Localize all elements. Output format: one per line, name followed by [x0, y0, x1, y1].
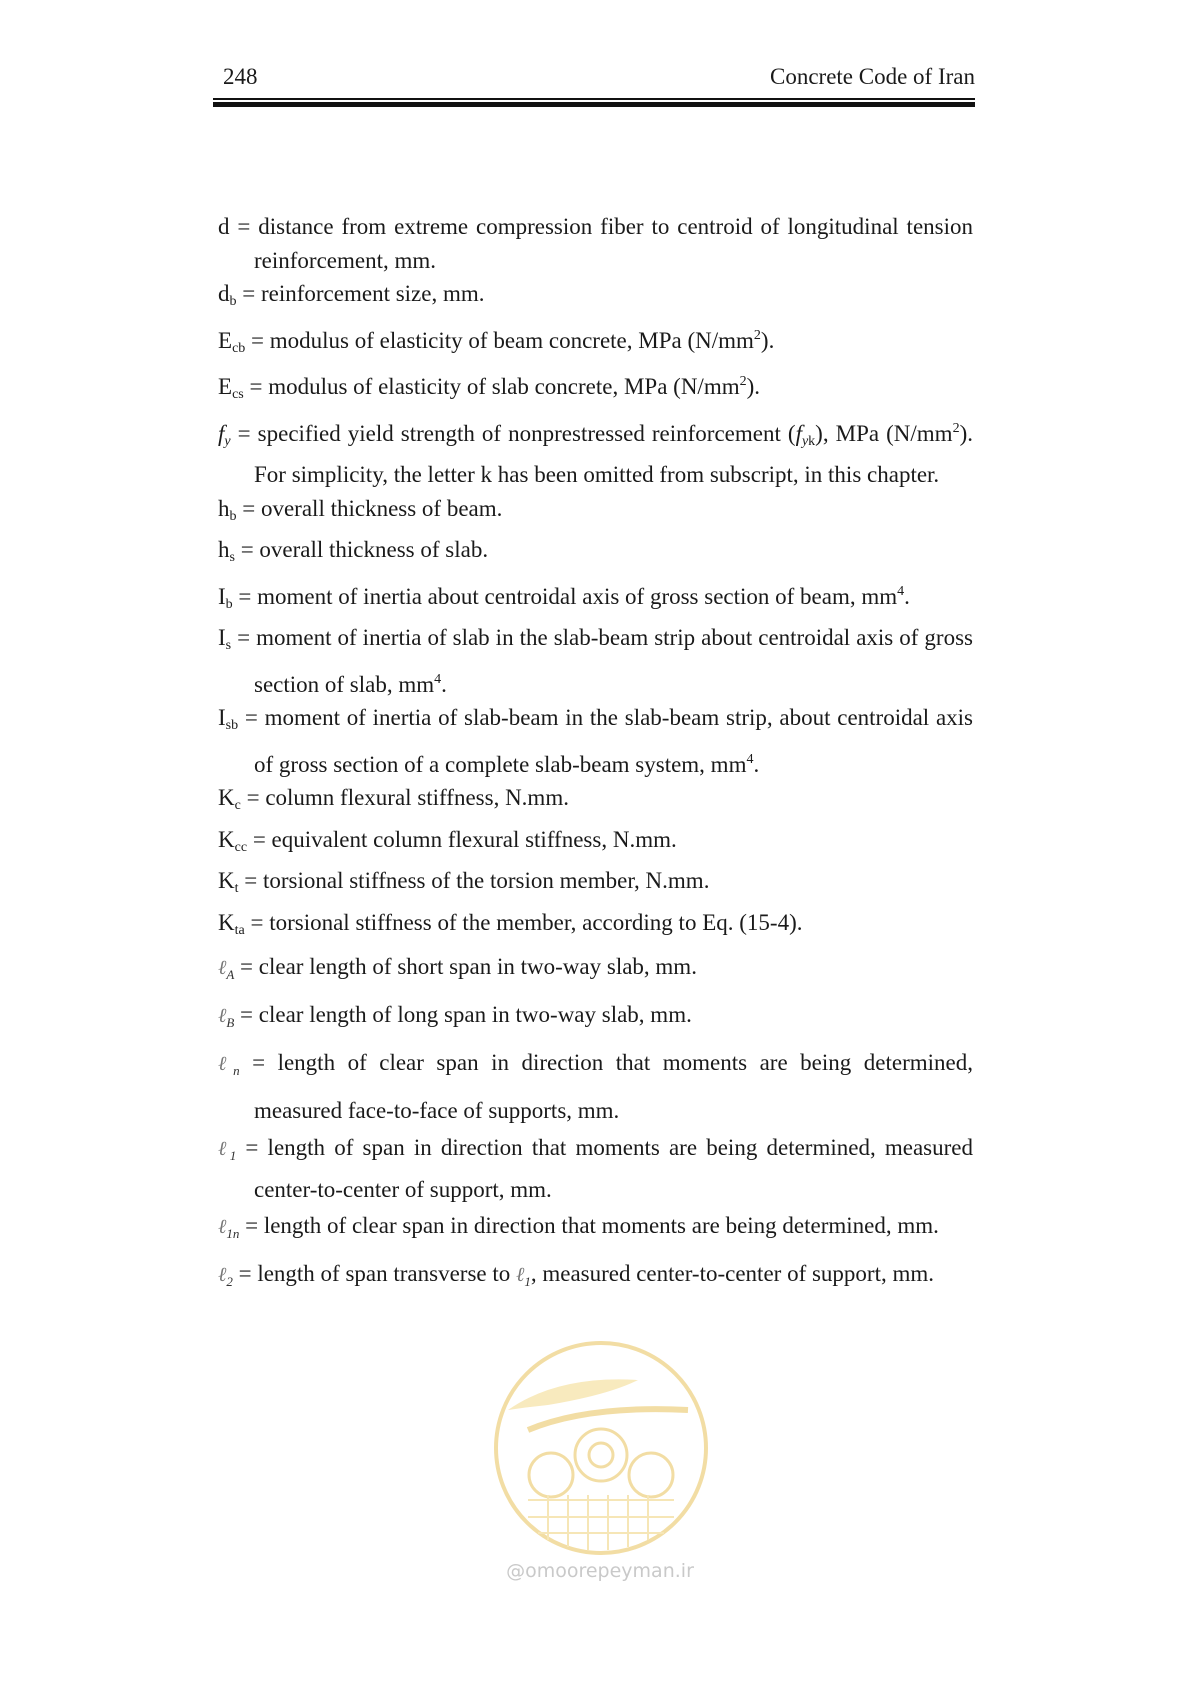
- subscript: 1n: [226, 1226, 240, 1241]
- ell-symbol: ℓ: [218, 1214, 227, 1238]
- definition-l2: [218, 1254, 973, 1302]
- subscript: cb: [232, 340, 246, 356]
- definition-tail: ). For simplicity, the letter k has been omitted from subscript, in this chapter.: [254, 420, 973, 487]
- symbol: I: [218, 705, 226, 730]
- inner-symbol: f: [795, 420, 802, 446]
- superscript: 4: [746, 751, 754, 767]
- definition-ln: [218, 1043, 973, 1131]
- ell-symbol: ℓ: [218, 1051, 234, 1075]
- inner-subscript-italic: y: [801, 433, 809, 449]
- subscript: A: [226, 967, 235, 982]
- definition-text: = moment of inertia of slab in the slab-beam strip about centroidal axis of gross section of slab, mm: [231, 625, 973, 697]
- symbol: h: [218, 495, 230, 521]
- definition-d: [218, 210, 973, 277]
- definition-is: [218, 621, 973, 701]
- definition-tail: ).: [746, 374, 761, 399]
- definition-text: = overall thickness of slab.: [234, 537, 489, 562]
- definition-ecb: [218, 319, 973, 366]
- definition-text: = length of span transverse to: [232, 1261, 516, 1286]
- subscript: 2: [226, 1274, 233, 1289]
- definition-l1: [218, 1131, 973, 1206]
- page-header: [213, 64, 975, 104]
- subscript: s: [225, 638, 232, 653]
- superscript: 2: [753, 327, 761, 343]
- definition-ib: [218, 575, 973, 622]
- definition-db: [218, 277, 973, 319]
- definition-fy: [218, 412, 973, 492]
- watermark-url: @omoorepeyman.ir: [506, 1560, 694, 1582]
- definition-text: = length of span in direction that moments are being determined, measured center-to-center of support, mm.: [236, 1135, 973, 1202]
- ell-symbol: ℓ: [218, 955, 227, 979]
- page-number: 248: [223, 64, 258, 89]
- header-rule-thin: [213, 98, 975, 100]
- subscript: t: [234, 881, 239, 896]
- definition-l1n: [218, 1206, 973, 1254]
- header-rule-thick: [213, 102, 975, 107]
- subscript: sb: [225, 718, 239, 733]
- symbol: K: [218, 785, 235, 810]
- subscript: b: [229, 294, 237, 309]
- definition-text: = clear length of short span in two-way slab, mm.: [234, 954, 697, 979]
- notation-list: [218, 210, 973, 1302]
- symbol: I: [218, 625, 226, 650]
- symbol: f: [218, 420, 225, 446]
- subscript: b: [229, 508, 237, 524]
- definition-text: = reinforcement size, mm.: [236, 281, 485, 306]
- definition-text-2: , measured center-to-center of support, mm.: [530, 1261, 935, 1286]
- definition-text: = moment of inertia about centroidal axis of gross section of beam, mm: [232, 583, 898, 609]
- ell-symbol: ℓ: [218, 1003, 227, 1027]
- symbol: E: [218, 327, 233, 353]
- symbol: K: [218, 909, 235, 935]
- definition-text: = equivalent column flexural stiffness, N.mm.: [247, 826, 677, 852]
- definition-text-2: ), MPa (N/mm: [815, 420, 953, 446]
- definition-text: = length of clear span in direction that moments are being determined, measured face-to-face of supports, mm.: [239, 1050, 973, 1123]
- definition-text: = moment of inertia of slab-beam in the slab-beam strip, about centroidal axis of gross section of a complete slab-beam system, mm: [238, 705, 973, 777]
- symbol: d: [218, 214, 230, 239]
- running-title: Concrete Code of Iran: [769, 64, 975, 89]
- symbol: h: [218, 537, 230, 562]
- watermark-logo: [488, 1335, 714, 1561]
- symbol: K: [218, 826, 235, 852]
- superscript: 2: [739, 374, 747, 389]
- superscript: 4: [897, 583, 905, 599]
- definition-text: = specified yield strength of nonprestressed reinforcement (: [230, 420, 796, 446]
- definition-text: = torsional stiffness of the member, according to Eq. (15-4).: [244, 909, 803, 935]
- definition-tail: .: [904, 583, 910, 609]
- symbol: I: [218, 583, 226, 609]
- definition-tail: .: [441, 671, 447, 697]
- subscript: b: [225, 596, 233, 612]
- definition-kt: [218, 864, 973, 906]
- inner-ell-symbol: ℓ: [516, 1262, 525, 1286]
- definition-isb: [218, 701, 973, 781]
- definition-text: = modulus of elasticity of slab concrete, MPa (N/mm: [243, 374, 740, 399]
- inner-subscript: 1: [524, 1274, 531, 1289]
- definition-text: = distance from extreme compression fiber to centroid of longitudinal tension reinforcement, mm.: [229, 214, 973, 273]
- subscript: y: [224, 433, 231, 449]
- subscript: cs: [232, 387, 244, 402]
- definition-hs: [218, 533, 973, 575]
- definition-text: = length of clear span in direction that moments are being determined, mm.: [239, 1213, 939, 1238]
- ell-symbol: ℓ: [218, 1136, 230, 1160]
- symbol: K: [218, 868, 235, 893]
- subscript: 1: [229, 1148, 237, 1163]
- definition-tail: .: [753, 751, 760, 777]
- definition-kcc: [218, 823, 973, 865]
- definition-text: = clear length of long span in two-way slab, mm.: [234, 1002, 692, 1027]
- definition-kc: [218, 781, 973, 823]
- subscript: cc: [234, 839, 248, 855]
- subscript: B: [226, 1015, 235, 1030]
- subscript: c: [234, 798, 241, 813]
- definition-kta: [218, 906, 973, 948]
- ell-symbol: ℓ: [218, 1262, 227, 1286]
- subscript: s: [229, 550, 235, 565]
- definition-text: = overall thickness of beam.: [236, 495, 503, 521]
- inner-subscript: k: [808, 433, 816, 449]
- definition-text: = modulus of elasticity of beam concrete, MPa (N/mm: [245, 327, 754, 353]
- superscript: 2: [952, 420, 960, 436]
- definition-tail: ).: [760, 327, 775, 353]
- superscript: 4: [434, 671, 442, 687]
- definition-text: = column flexural stiffness, N.mm.: [240, 785, 569, 810]
- definition-la: [218, 947, 973, 995]
- symbol: d: [218, 281, 230, 306]
- definition-lb: [218, 995, 973, 1043]
- symbol: E: [218, 374, 233, 399]
- subscript: n: [233, 1063, 240, 1078]
- definition-text: = torsional stiffness of the torsion member, N.mm.: [238, 868, 710, 893]
- definition-ecs: [218, 365, 973, 412]
- definition-hb: [218, 492, 973, 534]
- subscript: ta: [234, 922, 245, 938]
